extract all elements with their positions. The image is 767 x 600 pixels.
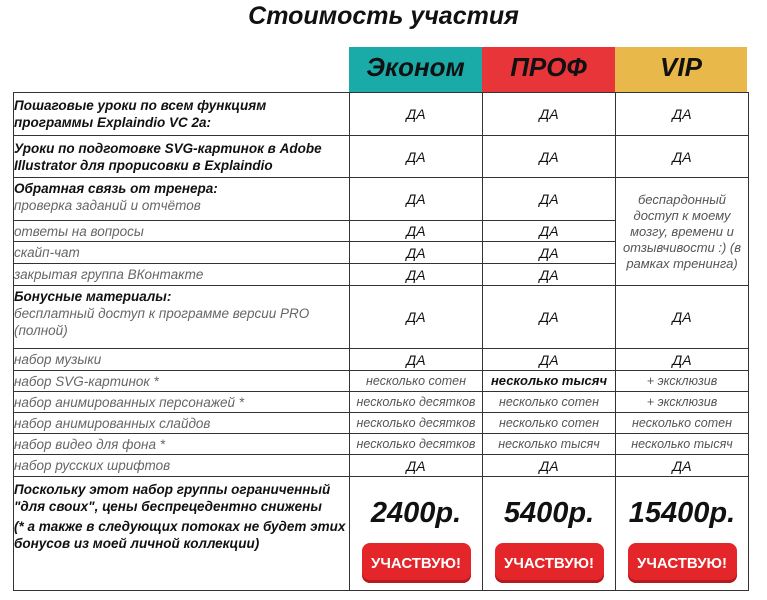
prof-value: ДА — [483, 286, 616, 349]
table-row — [14, 371, 749, 392]
econom-value: ДА — [350, 455, 483, 477]
row-label-bonus-item: набор анимированных персонажей * — [14, 392, 350, 413]
vip-feedback-note: беспардонный доступ к моему мозгу, времени и отзывчивости :) (в рамках тренинга) — [616, 178, 749, 286]
prof-value: ДА — [483, 242, 616, 264]
econom-value: ДА — [350, 178, 483, 221]
vip-value: ДА — [616, 349, 749, 371]
table-row — [14, 136, 749, 178]
econom-value: несколько десятков — [350, 392, 483, 413]
table-row — [14, 178, 749, 221]
row-label-feedback-item: скайп-чат — [14, 242, 350, 264]
prof-value: ДА — [483, 93, 616, 136]
row-label-bonus-item: бесплатный доступ к программе версии PRO (полной) — [14, 306, 310, 338]
vip-value: + эксклюзив — [616, 371, 749, 392]
econom-value: ДА — [350, 136, 483, 178]
prof-value: ДА — [483, 136, 616, 178]
prof-value: ДА — [483, 221, 616, 242]
plan-header-vip: VIP — [615, 47, 747, 92]
plan-header-prof: ПРОФ — [482, 47, 615, 92]
vip-value: несколько сотен — [616, 413, 749, 434]
row-label-bonus-item: набор музыки — [14, 349, 350, 371]
prof-value: ДА — [483, 455, 616, 477]
prof-price: 5400р. — [503, 497, 595, 529]
prof-value: ДА — [483, 349, 616, 371]
pricing-table — [13, 92, 749, 591]
table-row — [14, 477, 749, 591]
page-title: Стоимость участия — [248, 2, 519, 30]
row-label-feedback-item: проверка заданий и отчётов — [14, 198, 201, 213]
bonus-group — [14, 286, 350, 349]
econom-value: несколько сотен — [350, 371, 483, 392]
pricing-footnote: (* а также в следующих потоках не будет этих бонусов из моей личной коллекции) — [14, 519, 346, 551]
row-label-lessons: Пошаговые уроки по всем функциям программы Explaindio VC 2а: — [14, 93, 350, 136]
econom-value: ДА — [350, 242, 483, 264]
pricing-note: Поскольку этот набор группы ограниченный "для своих", цены беспрецедентно снижены — [14, 482, 331, 514]
econom-value: ДА — [350, 264, 483, 286]
row-label-bonus-item: набор анимированных слайдов — [14, 413, 350, 434]
econom-value: ДА — [350, 93, 483, 136]
econom-value: ДА — [350, 221, 483, 242]
vip-value: + эксклюзив — [616, 392, 749, 413]
row-label-bonus-item: набор русских шрифтов — [14, 455, 350, 477]
row-label-bonus: Бонусные материалы: — [14, 289, 172, 304]
prof-value: ДА — [483, 264, 616, 286]
econom-price: 2400р. — [370, 497, 462, 529]
vip-value: ДА — [616, 455, 749, 477]
table-row — [14, 392, 749, 413]
vip-participate-button[interactable]: УЧАСТВУЮ! — [628, 543, 737, 583]
row-label-bonus-item: набор SVG-картинок * — [14, 371, 350, 392]
vip-value: несколько тысяч — [616, 434, 749, 455]
vip-value: ДА — [616, 286, 749, 349]
econom-value: несколько десятков — [350, 434, 483, 455]
econom-value: несколько десятков — [350, 413, 483, 434]
prof-value: несколько тысяч — [483, 434, 616, 455]
econom-price-cell — [350, 477, 483, 591]
econom-participate-button[interactable]: УЧАСТВУЮ! — [362, 543, 471, 583]
vip-price-cell — [616, 477, 749, 591]
row-label-svg-lessons: Уроки по подготовке SVG-картинок в Adobe Illustrator для прорисовки в Explaindio — [14, 136, 350, 178]
row-label-bonus-item: набор видео для фона * — [14, 434, 350, 455]
table-row — [14, 413, 749, 434]
table-row — [14, 434, 749, 455]
prof-value: несколько сотен — [483, 413, 616, 434]
table-row — [14, 286, 749, 349]
econom-value: ДА — [350, 286, 483, 349]
econom-value: ДА — [350, 349, 483, 371]
row-label-feedback-item: ответы на вопросы — [14, 221, 350, 242]
prof-value: несколько сотен — [483, 392, 616, 413]
table-row — [14, 455, 749, 477]
table-row — [14, 93, 749, 136]
pricing-note-cell — [14, 477, 350, 591]
vip-price: 15400р. — [628, 497, 736, 529]
vip-value: ДА — [616, 93, 749, 136]
prof-price-cell — [483, 477, 616, 591]
prof-value: несколько тысяч — [483, 371, 616, 392]
row-label-feedback: Обратная связь от тренера: — [14, 181, 218, 196]
row-label-feedback-item: закрытая группа ВКонтакте — [14, 264, 350, 286]
plan-header-econom: Эконом — [349, 47, 482, 92]
table-row — [14, 349, 749, 371]
prof-value: ДА — [483, 178, 616, 221]
prof-participate-button[interactable]: УЧАСТВУЮ! — [495, 543, 604, 583]
vip-value: ДА — [616, 136, 749, 178]
feedback-group — [14, 178, 350, 221]
